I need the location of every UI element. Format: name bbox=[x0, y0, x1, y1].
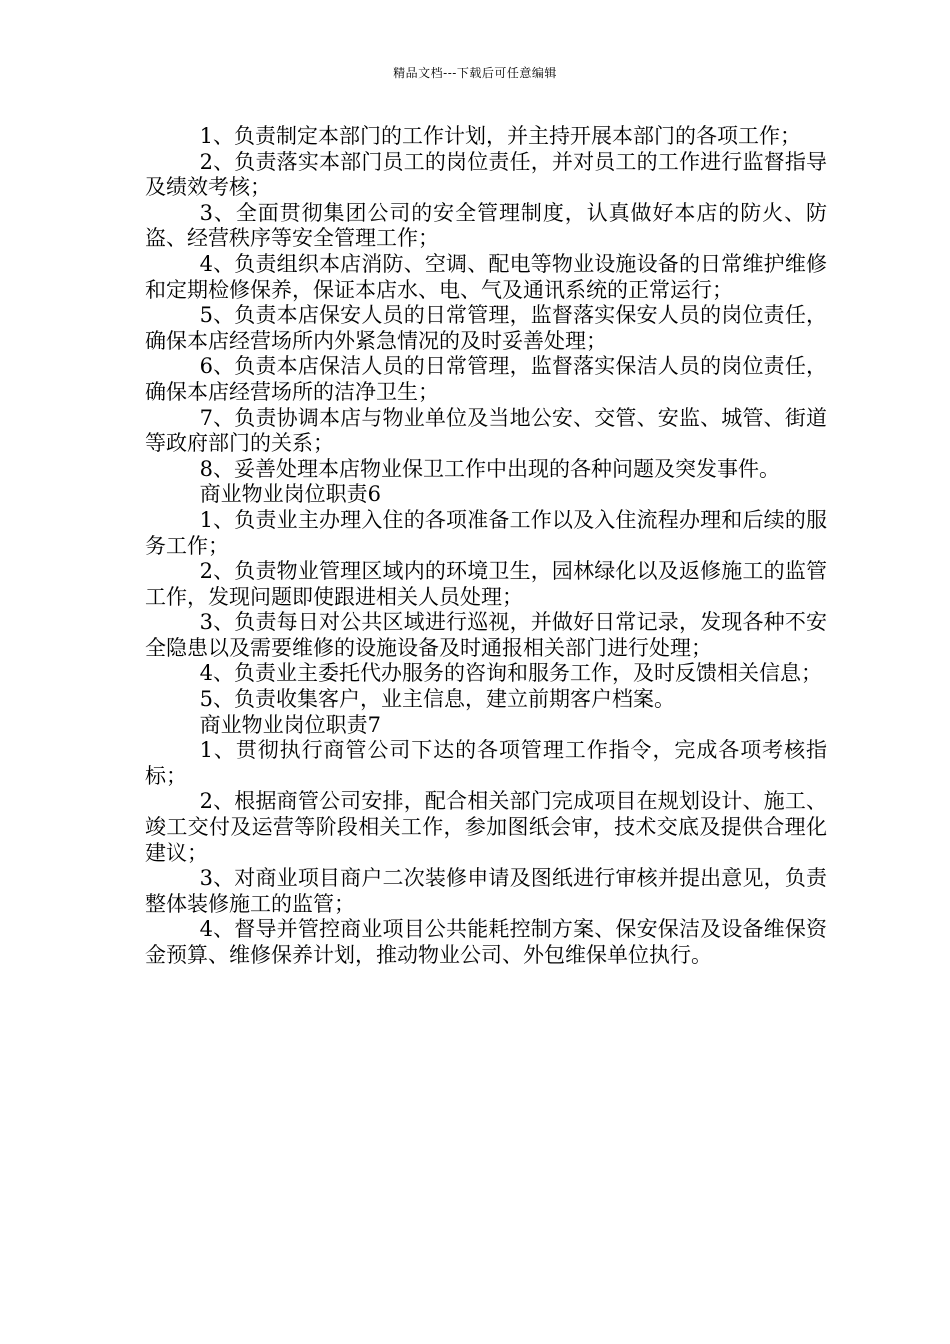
paragraph-s7-duty-2: 2、根据商管公司安排，配合相关部门完成项目在规划设计、施工、竣工交付及运营等阶段相关工作，参加图纸会审，技术交底及提供合理化建议； bbox=[145, 789, 827, 865]
paragraph-s6-duty-3: 3、负责每日对公共区域进行巡视，并做好日常记录，发现各种不安全隐患以及需要维修的设施设备及时通报相关部门进行处理； bbox=[145, 610, 827, 660]
paragraph-duty-1: 1、负责制定本部门的工作计划，并主持开展本部门的各项工作； bbox=[199, 124, 801, 148]
paragraph-duty-8: 8、妥善处理本店物业保卫工作中出现的各种问题及突发事件。 bbox=[199, 456, 780, 481]
paragraph-s7-duty-1: 1、贯彻执行商管公司下达的各项管理工作指令，完成各项考核指标； bbox=[145, 738, 827, 788]
section-heading-7: 商业物业岗位职责7 bbox=[199, 712, 381, 737]
paragraph-duty-6: 6、负责本店保洁人员的日常管理，监督落实保洁人员的岗位责任，确保本店经营场所的洁净卫生； bbox=[145, 354, 827, 404]
paragraph-s6-duty-1: 1、负责业主办理入住的各项准备工作以及入住流程办理和后续的服务工作； bbox=[145, 507, 827, 558]
paragraph-duty-7: 7、负责协调本店与物业单位及当地公安、交管、安监、城管、街道等政府部门的关系； bbox=[145, 405, 827, 456]
page-header: 精品文档---下载后可任意编辑 bbox=[393, 66, 557, 80]
paragraph-s7-duty-3: 3、对商业项目商户二次装修申请及图纸进行审核并提出意见，负责整体装修施工的监管； bbox=[145, 866, 827, 916]
section-heading-6: 商业物业岗位职责6 bbox=[199, 482, 381, 507]
paragraph-s7-duty-4: 4、督导并管控商业项目公共能耗控制方案、保安保洁及设备维保资金预算、维修保养计划，推动物业公司、外包维保单位执行。 bbox=[145, 917, 827, 967]
paragraph-duty-5: 5、负责本店保安人员的日常管理，监督落实保安人员的岗位责任，确保本店经营场所内外紧急情况的及时妥善处理； bbox=[145, 303, 827, 353]
document-body bbox=[145, 124, 827, 969]
paragraph-s6-duty-5: 5、负责收集客户，业主信息，建立前期客户档案。 bbox=[199, 687, 675, 712]
paragraph-duty-4: 4、负责组织本店消防、空调、配电等物业设施设备的日常维护维修和定期检修保养，保证本店水、电、气及通讯系统的正常运行； bbox=[145, 251, 827, 302]
paragraph-s6-duty-4: 4、负责业主委托代办服务的咨询和服务工作，及时反馈相关信息； bbox=[199, 661, 822, 686]
paragraph-duty-2: 2、负责落实本部门员工的岗位责任，并对员工的工作进行监督指导及绩效考核； bbox=[145, 149, 827, 200]
paragraph-duty-3: 3、全面贯彻集团公司的安全管理制度，认真做好本店的防火、防盗、经营秩序等安全管理工作； bbox=[145, 200, 827, 251]
paragraph-s6-duty-2: 2、负责物业管理区域内的环境卫生，园林绿化以及返修施工的监管工作，发现问题即使跟进相关人员处理； bbox=[145, 559, 827, 609]
